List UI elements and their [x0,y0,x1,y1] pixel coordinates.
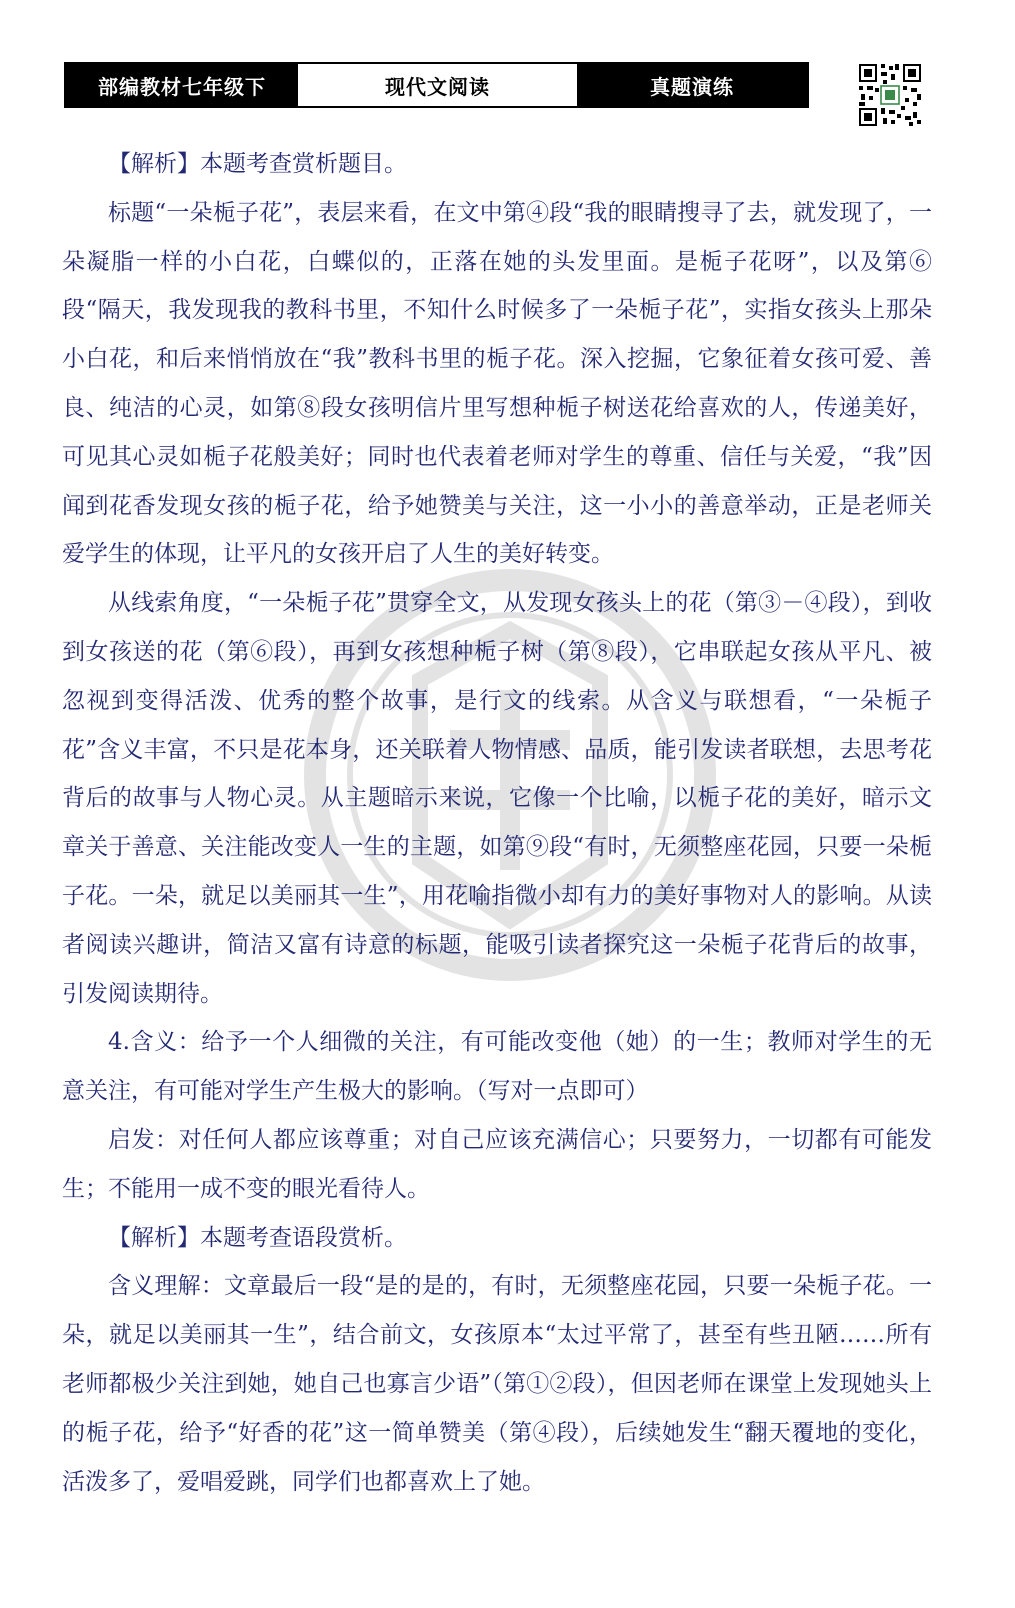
header-type-label: 真题演练 [577,64,807,106]
analysis-heading-1: 【解析】本题考查赏析题目。 [108,151,407,177]
answer-4-meaning: 4.含义：给予一个人细微的关注，有可能改变他（她）的一生；教师对学生的无意关注，有可能对学生产生极大的影响。（写对一点即可） [62,1029,932,1105]
header-grade-label: 部编教材七年级下 [66,64,298,106]
header-section-label: 现代文阅读 [298,64,577,106]
qr-code-icon [857,62,923,128]
answer-content [62,140,932,1506]
answer-4-inspiration: 启发：对任何人都应该尊重；对自己应该充满信心；只要努力，一切都有可能发生；不能用一成不变的眼光看待人。 [62,1126,932,1202]
analysis-paragraph-2: 从线索角度，“一朵栀子花”贯穿全文，从发现女孩头上的花（第③－④段），到收到女孩送的花（第⑥段），再到女孩想种栀子树（第⑧段），它串联起女孩从平凡、被忽视到变得活泼、优秀的整个故事，是行文的线索。从含义与联想看，“一朵栀子花”含义丰富，不只是花本身，还关联着人物情感、品质，能引发读者联想，去思考花背后的故事与人物心灵。从主题暗示来说，它像一个比喻，以栀子花的美好，暗示文章关于善意、关注能改变人一生的主题，如第⑨段“有时，无须整座花园，只要一朵栀子花。一朵，就足以美丽其一生”，用花喻指微小却有力的美好事物对人的影响。从读者阅读兴趣讲，简洁又富有诗意的标题，能吸引读者探究这一朵栀子花背后的故事，引发阅读期待。 [62,590,932,1007]
header-bar [64,62,809,108]
analysis-heading-2: 【解析】本题考查语段赏析。 [108,1224,407,1251]
analysis-paragraph-3: 含义理解：文章最后一段“是的是的，有时，无须整座花园，只要一朵栀子花。一朵，就足以美丽其一生”，结合前文，女孩原本“太过平常了，甚至有些丑陋……所有老师都极少关注到她，她自己也寡言少语”（第①②段），但因老师在课堂上发现她头上的栀子花，给予“好香的花”这一简单赞美（第④段），后续她发生“翻天覆地的变化，活泼多了，爱唱爱跳，同学们也都喜欢上了她。 [62,1273,932,1495]
analysis-paragraph-1: 标题“一朵栀子花”，表层来看，在文中第④段“我的眼睛搜寻了去，就发现了，一朵凝脂一样的小白花，白蝶似的，正落在她的头发里面。是栀子花呀”，以及第⑥段“隔天，我发现我的教科书里，不知什么时候多了一朵栀子花”，实指女孩头上那朵小白花，和后来悄悄放在“我”教科书里的栀子花。深入挖掘，它象征着女孩可爱、善良、纯洁的心灵，如第⑧段女孩明信片里写想种栀子树送花给喜欢的人，传递美好，可见其心灵如栀子花般美好；同时也代表着老师对学生的尊重、信任与关爱，“我”因闻到花香发现女孩的栀子花，给予她赞美与关注，这一小小的善意举动，正是老师关爱学生的体现，让平凡的女孩开启了人生的美好转变。 [62,199,932,568]
